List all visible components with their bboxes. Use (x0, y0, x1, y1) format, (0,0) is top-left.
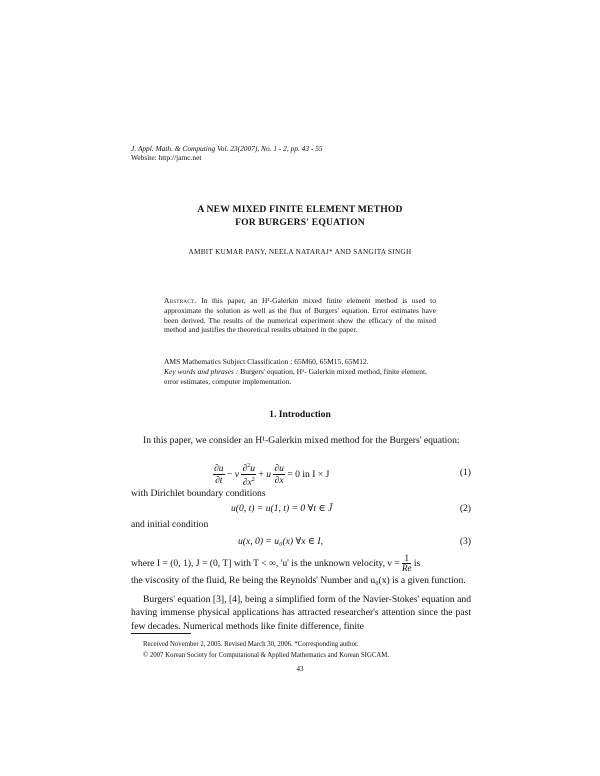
footnote-received: Received November 2, 2005. Revised March 30, 2006. *Corresponding author. (143, 641, 359, 648)
section-heading: 1. Introduction (269, 409, 331, 420)
paper-title (0, 204, 600, 229)
equation-1-tail: = 0 in I × J (287, 468, 330, 480)
nu-fraction (402, 554, 412, 573)
equation-2 (131, 503, 471, 517)
where-paragraph (131, 554, 471, 587)
abstract-label: Abstract. (164, 296, 197, 305)
nu-numerator: 1 (402, 554, 412, 564)
equation-1: $\frac{\partial u}{\partial t}$ − ν $\frac{\partial^2u}{\partial x^2}$ + u $\frac{\partial u}{\partial x}$ = 0 in I × J (1) (214, 463, 471, 489)
journal-website: Website: http://jamc.net (131, 153, 202, 162)
where-rest: the viscosity of the fluid, Re being the Reynolds' Number and u₀(x) is a given function. (131, 575, 466, 586)
keywords-text: Burgers' equation, H¹- Galerkin mixed method, finite element, error estimates, computer implementation. (164, 366, 427, 386)
nu-denominator: Re (401, 563, 412, 574)
equation-1-number: (1) (459, 467, 471, 478)
where-text: where I = (0, 1), J = (0, T] with T < ∞, 'u' is the unknown velocity, ν = (131, 558, 400, 569)
footnote-copyright: © 2007 Korean Society for Computational & Applied Mathematics and Korean SIGCAM. (143, 652, 390, 659)
keywords (164, 367, 436, 387)
title-line-2: FOR BURGERS' EQUATION (235, 216, 365, 228)
dirichlet-text: with Dirichlet boundary conditions (131, 488, 266, 499)
equation-3 (131, 536, 471, 550)
journal-citation: J. Appl. Math. & Computing Vol. 23(2007), No. 1 - 2, pp. 43 - 55 (131, 144, 323, 153)
classification-block (164, 357, 436, 386)
initial-text: and initial condition (131, 519, 209, 530)
journal-header (131, 144, 323, 162)
burgers-paragraph: Burgers' equation [3], [4], being a simplified form of the Navier-Stokes' equation and having immense physical applications has attracted researcher's attention since the past few decades. Numerical methods like finite difference, finite (131, 594, 471, 632)
paper-authors: AMBIT KUMAR PANY, NEELA NATARAJ* AND SANGITA SINGH (188, 248, 412, 256)
title-line-1: A NEW MIXED FINITE ELEMENT METHOD (197, 204, 403, 215)
keywords-label: Key words and phrases : (164, 366, 239, 376)
equation-2-number: (2) (459, 503, 471, 514)
footnote-rule (131, 633, 191, 634)
ams-classification: AMS Mathematics Subject Classification : 65M60, 65M15, 65M12. (164, 357, 369, 366)
page-number: 43 (296, 665, 304, 673)
equation-2-body: u(0, t) = u(1, t) = 0 ∀t ∈ J̄ (231, 503, 333, 514)
equation-3-number: (3) (459, 536, 471, 547)
intro-paragraph: In this paper, we consider an H¹-Galerkin mixed method for the Burgers' equation: (143, 435, 460, 446)
abstract (164, 296, 436, 335)
equation-3-body: u(x, 0) = u₀(x) ∀x ∈ I, (238, 536, 324, 547)
abstract-text: In this paper, an H¹-Galerkin mixed finite element method is used to approximate the solution as well as the flux of Burgers' equation. Error estimates have been derived. The results of the numerical experiment show the efficacy of the mixed method and justifies the theoretical results obtained in the paper. (164, 296, 436, 335)
where-is: is (413, 558, 421, 569)
